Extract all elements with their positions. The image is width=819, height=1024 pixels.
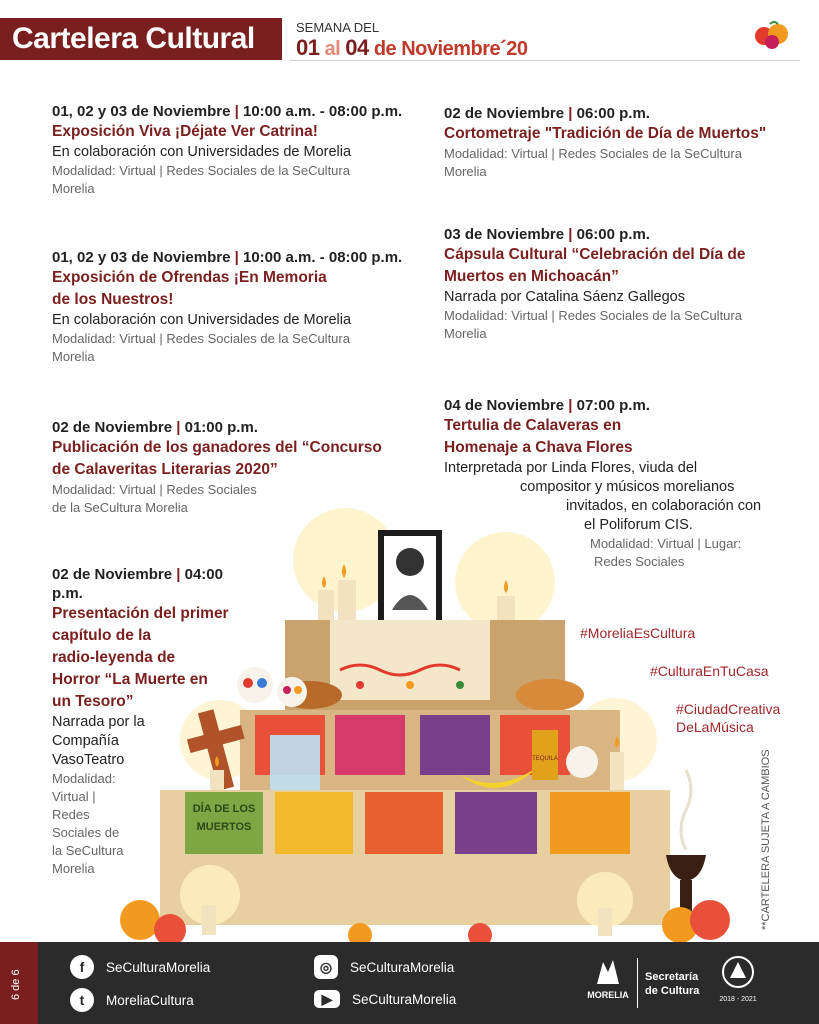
- event-date: 02 de Noviembre: [52, 419, 173, 436]
- twitter-handle: MoreliaCultura: [106, 992, 194, 1008]
- hashtag-ciudad: #CiudadCreativa: [676, 701, 781, 717]
- event-right-1: 02 de Noviembre | 06:00 p.m. Cortometraje "Tradición de Día de Muertos" Modalidad: Virtual | Redes Sociales de la SeCultura Morelia: [444, 104, 784, 181]
- event-date: 03 de Noviembre: [444, 226, 565, 243]
- page-title: Cartelera Cultural: [0, 18, 282, 60]
- event-mode: Modalidad: Virtual | Redes Sociales de la SeCultura: [52, 163, 350, 178]
- event-title: Cápsula Cultural “Celebración del Día de: [444, 246, 746, 263]
- event-mode: Morelia: [444, 326, 487, 341]
- event-title: Tertulia de Calaveras en: [444, 417, 622, 434]
- event-mode: Modalidad: Virtual | Redes Sociales: [52, 482, 257, 497]
- event-mode: Modalidad:: [52, 771, 116, 786]
- week-range: [296, 20, 528, 61]
- event-time: 06:00 p.m.: [576, 226, 650, 243]
- event-title: Presentación del primer: [52, 605, 229, 622]
- event-desc: En colaboración con Universidades de Morelia: [52, 144, 352, 160]
- event-desc: Narrada por Catalina Sáenz Gallegos: [444, 289, 685, 305]
- city-seal-icon: [720, 954, 756, 994]
- morelia-logo-text: MORELIA: [587, 990, 629, 1000]
- event-mode: Modalidad: Virtual | Lugar:: [590, 536, 742, 551]
- footer: [0, 942, 819, 1024]
- event-title: Homenaje a Chava Flores: [444, 439, 633, 456]
- instagram-icon: ◎: [314, 955, 338, 979]
- youtube-icon: ▶: [314, 990, 340, 1008]
- logo-divider: [637, 958, 638, 1008]
- event-desc: el Poliforum CIS.: [584, 517, 693, 533]
- event-right-2: 03 de Noviembre | 06:00 p.m. Cápsula Cultural “Celebración del Día de Muertos en Michoacán” Narrada por Catalina Sáenz Gallegos Modalidad: Virtual | Redes Sociales de la SeCultura Morelia: [444, 225, 784, 343]
- event-title: de Calaveritas Literarias 2020”: [52, 461, 278, 478]
- facebook-handle: SeCulturaMorelia: [106, 959, 211, 975]
- event-mode: Morelia: [52, 349, 95, 364]
- secretaria-line-2: de Cultura: [645, 985, 700, 997]
- event-date: 02 de Noviembre: [52, 566, 173, 583]
- event-desc: Interpretada por Linda Flores, viuda del: [444, 460, 698, 476]
- tequila-label: TEQUILA: [532, 756, 558, 762]
- event-desc: VasoTeatro: [52, 752, 125, 768]
- secretaria-logo: [645, 970, 699, 998]
- event-title: Exposición de Ofrendas ¡En Memoria: [52, 269, 327, 286]
- youtube-link[interactable]: [314, 990, 456, 1008]
- week-rest: de Noviembre´20: [373, 38, 528, 60]
- page-strip: [0, 942, 38, 1024]
- page-number: 6 de 6: [10, 969, 22, 1000]
- event-desc: Compañía: [52, 733, 119, 749]
- event-title: Exposición Viva ¡Déjate Ver Catrina!: [52, 123, 318, 140]
- flowers-icon: [752, 20, 792, 50]
- event-mode: Morelia: [52, 181, 95, 196]
- event-title: radio-leyenda de: [52, 649, 176, 666]
- event-title: un Tesoro”: [52, 693, 134, 710]
- event-mode: Virtual |: [52, 789, 96, 804]
- event-date: 02 de Noviembre: [444, 105, 565, 122]
- event-left-2: 01, 02 y 03 de Noviembre | 10:00 a.m. - 08:00 p.m. Exposición de Ofrendas ¡En Memoria de los Nuestros! En colaboración con Universidades de Morelia Modalidad: Virtual | Redes Sociales de la SeCultura Morelia: [52, 248, 422, 366]
- event-title: Horror “La Muerte en: [52, 671, 208, 688]
- event-title: Publicación de los ganadores del “Concurso: [52, 439, 382, 456]
- week-start: 01: [296, 35, 320, 60]
- event-title: Cortometraje "Tradición de Día de Muertos": [444, 125, 767, 142]
- altar-label-muertos: MUERTOS: [196, 821, 252, 833]
- instagram-handle: SeCulturaMorelia: [350, 959, 455, 975]
- secretaria-line-1: Secretaría: [645, 971, 699, 983]
- event-mode: Morelia: [52, 861, 95, 876]
- hashtag-ciudad-2: DeLaMúsica: [676, 719, 754, 735]
- changes-note: **CARTELERA SUJETA A CAMBIOS: [760, 749, 772, 930]
- header: [0, 0, 819, 70]
- event-left-1: 01, 02 y 03 de Noviembre | 10:00 a.m. - 08:00 p.m. Exposición Viva ¡Déjate Ver Catrina! En colaboración con Universidades de Morelia Modalidad: Virtual | Redes Sociales de la SeCultura Morelia: [52, 102, 422, 198]
- event-time: 06:00 p.m.: [576, 105, 650, 122]
- week-mid: al: [324, 38, 341, 60]
- youtube-handle: SeCulturaMorelia: [352, 991, 457, 1007]
- event-left-4: 02 de Noviembre | 04:00 p.m. Presentación del primer capítulo de la radio-leyenda de Horror “La Muerte en un Tesoro” Narrada por la Compañía VasoTeatro Modalidad: Virtual | Redes Sociales de la SeCultura Morelia: [52, 565, 252, 878]
- event-date: 01, 02 y 03 de Noviembre: [52, 249, 231, 266]
- morelia-logo: [585, 954, 631, 1012]
- event-date: 01, 02 y 03 de Noviembre: [52, 103, 231, 120]
- event-mode: la SeCultura: [52, 843, 124, 858]
- hashtag-morelia: #MoreliaEsCultura: [580, 625, 696, 641]
- event-mode: Modalidad: Virtual | Redes Sociales de la SeCultura: [444, 146, 742, 161]
- event-time: 04:00 p.m.: [52, 566, 223, 602]
- header-divider: [290, 60, 800, 61]
- altar-label-dia: DÍA DE LOS: [192, 803, 256, 815]
- event-desc: compositor y músicos morelianos: [520, 479, 735, 495]
- twitter-link[interactable]: [70, 988, 194, 1012]
- event-title: de los Nuestros!: [52, 291, 174, 308]
- event-mode: Morelia: [444, 164, 487, 179]
- facebook-icon: f: [70, 955, 94, 979]
- event-desc: En colaboración con Universidades de Morelia: [52, 312, 352, 328]
- event-time: 10:00 a.m. - 08:00 p.m.: [242, 103, 403, 120]
- facebook-link[interactable]: [70, 955, 210, 979]
- event-desc: Narrada por la: [52, 714, 145, 730]
- week-end: 04: [345, 35, 369, 60]
- event-mode: Modalidad: Virtual | Redes Sociales de la SeCultura: [52, 331, 350, 346]
- event-time: 10:00 a.m. - 08:00 p.m.: [242, 249, 403, 266]
- event-mode: Modalidad: Virtual | Redes Sociales de la SeCultura: [444, 308, 742, 323]
- week-label: SEMANA DEL: [296, 20, 380, 35]
- event-title: capítulo de la: [52, 627, 152, 644]
- event-desc: invitados, en colaboración con: [566, 498, 762, 514]
- event-date: 04 de Noviembre: [444, 397, 565, 414]
- event-mode: de la SeCultura Morelia: [52, 500, 188, 515]
- morelia-emblem-icon: [591, 954, 625, 988]
- event-right-3: 04 de Noviembre | 07:00 p.m. Tertulia de Calaveras en Homenaje a Chava Flores Interpretada por Linda Flores, viuda del compositor y músicos morelianos invitados, en colaboración con el Poliforum CIS. Modalidad: Virtual | Lugar: Redes Sociales: [444, 396, 784, 571]
- instagram-link[interactable]: [314, 955, 454, 979]
- event-time: 07:00 p.m.: [576, 397, 650, 414]
- event-title: Muertos en Michoacán”: [444, 268, 619, 285]
- event-time: 01:00 p.m.: [184, 419, 258, 436]
- seal-years: 2018 - 2021: [719, 996, 757, 1003]
- event-mode: Redes Sociales: [594, 554, 685, 569]
- city-seal-logo: [716, 954, 760, 1014]
- hashtag-cultura: #CulturaEnTuCasa: [650, 663, 769, 679]
- event-left-3: 02 de Noviembre | 01:00 p.m. Publicación de los ganadores del “Concurso de Calaveritas Literarias 2020” Modalidad: Virtual | Redes Sociales de la SeCultura Morelia: [52, 418, 422, 517]
- event-mode: Sociales de: [52, 825, 120, 840]
- event-mode: Redes: [52, 807, 90, 822]
- twitter-icon: t: [70, 988, 94, 1012]
